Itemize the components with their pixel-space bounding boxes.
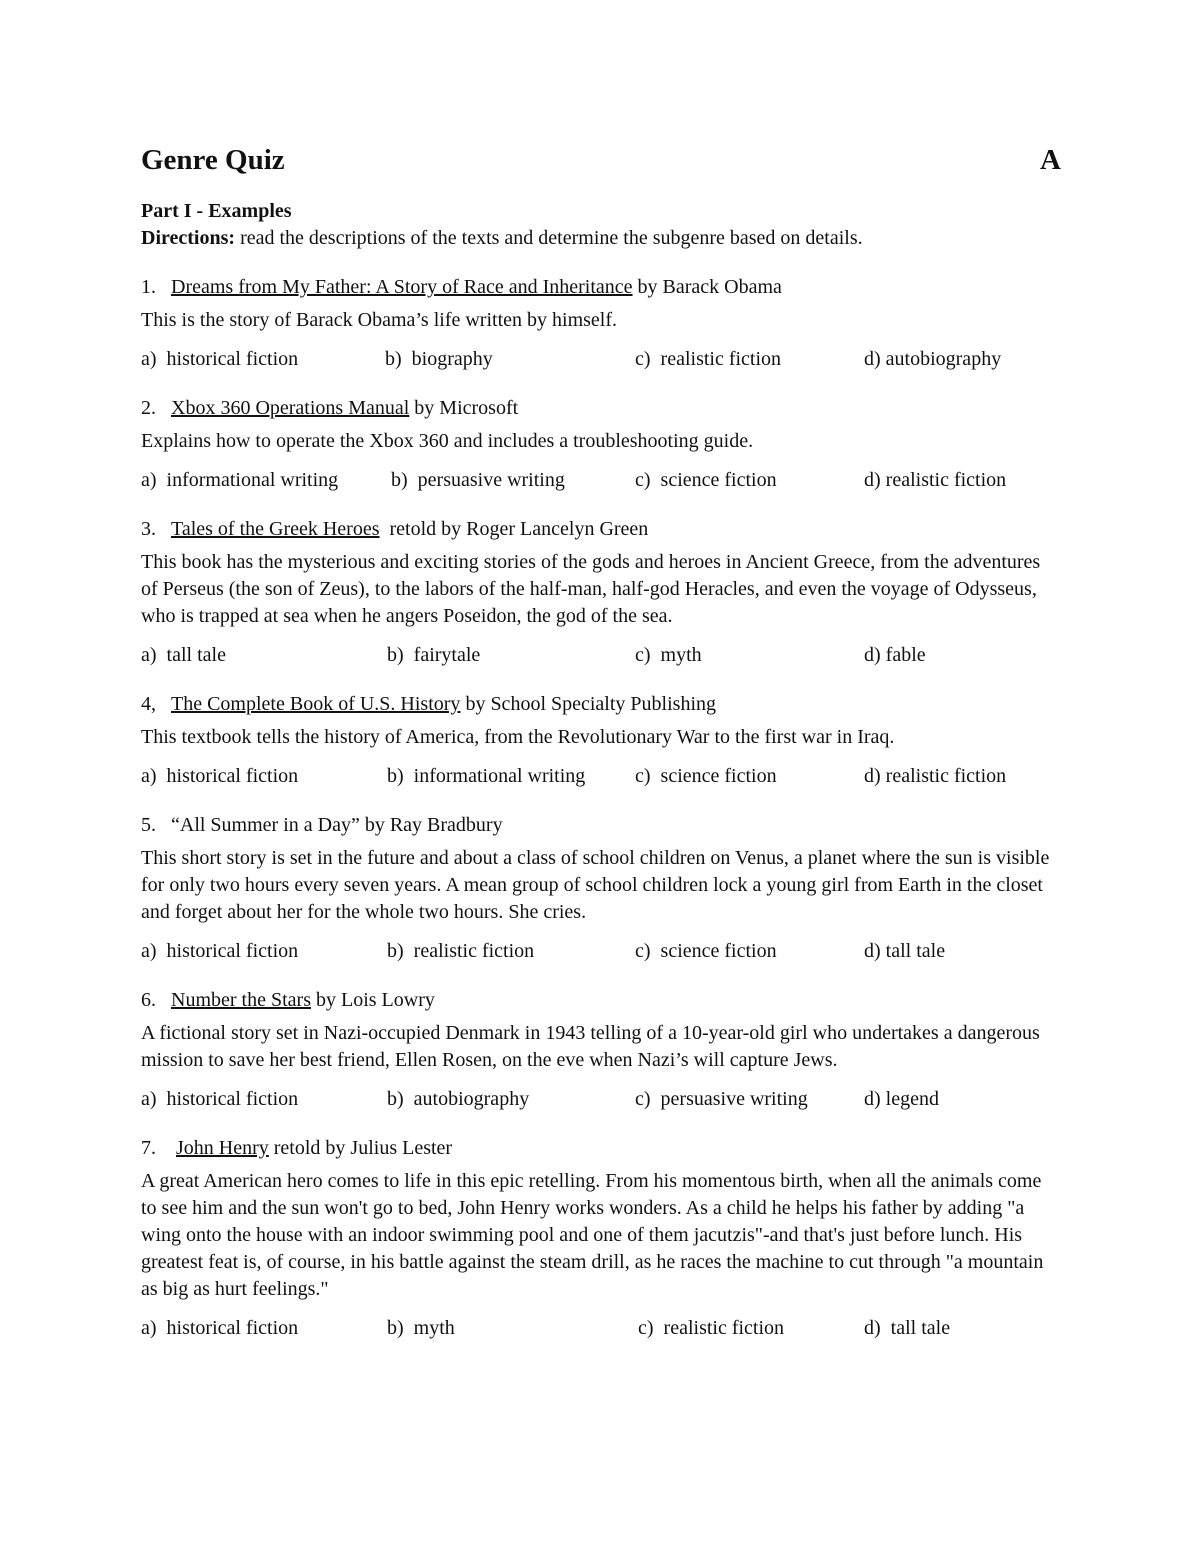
choice-b[interactable]: b) myth <box>387 1317 455 1339</box>
question-heading <box>141 691 1061 718</box>
choice-d[interactable]: d) legend <box>864 1088 939 1110</box>
question-source-prefix: “All Summer in a Day” by Ray Bradbury <box>171 814 503 836</box>
choice-d[interactable]: d) fable <box>864 644 926 666</box>
choice-a[interactable]: a) historical fiction <box>141 940 299 962</box>
choice-a[interactable]: a) historical fiction <box>141 1088 299 1110</box>
question-heading <box>141 812 1061 839</box>
question-work-title: Dreams from My Father: A Story of Race and Inheritance <box>171 276 633 298</box>
choice-c[interactable]: c) science fiction <box>635 469 777 491</box>
directions <box>141 225 1061 252</box>
part-title: Part I - Examples <box>141 200 292 222</box>
question-number: 6. <box>141 989 156 1011</box>
question-number: 4, <box>141 693 156 715</box>
choice-b[interactable]: b) realistic fiction <box>387 940 535 962</box>
question-number: 5. <box>141 814 156 836</box>
choice-b[interactable]: b) fairytale <box>387 644 481 666</box>
answer-choices <box>141 346 1061 373</box>
question-source: by Lois Lowry <box>310 989 435 1011</box>
question-7 <box>141 1135 1061 1342</box>
question-source: retold by Roger Lancelyn Green <box>379 518 649 540</box>
choice-c[interactable]: c) myth <box>635 644 702 666</box>
directions-label: Directions: <box>141 227 236 249</box>
answer-choices <box>141 1086 1061 1113</box>
question-6 <box>141 987 1061 1113</box>
question-number: 7. <box>141 1137 156 1159</box>
question-source: by School Specialty Publishing <box>460 693 716 715</box>
question-heading <box>141 274 1061 301</box>
question-number: 1. <box>141 276 156 298</box>
question-4 <box>141 691 1061 790</box>
question-number: 2. <box>141 397 156 419</box>
question-source: by Microsoft <box>409 397 519 419</box>
question-work-title: The Complete Book of U.S. History <box>171 693 461 715</box>
answer-choices <box>141 938 1061 965</box>
question-number: 3. <box>141 518 156 540</box>
question-description: This is the story of Barack Obama’s life written by himself. <box>141 309 618 331</box>
answer-choices <box>141 1315 1061 1342</box>
choice-c[interactable]: c) persuasive writing <box>635 1088 808 1110</box>
question-1 <box>141 274 1061 373</box>
choice-a[interactable]: a) informational writing <box>141 469 339 491</box>
quiz-page <box>141 140 1061 1342</box>
choice-c[interactable]: c) realistic fiction <box>635 348 782 370</box>
choice-d[interactable]: d) realistic fiction <box>864 765 1007 787</box>
question-source: retold by Julius Lester <box>268 1137 453 1159</box>
page-title: Genre Quiz <box>141 144 285 176</box>
choice-b[interactable]: b) autobiography <box>387 1088 530 1110</box>
answer-choices <box>141 763 1061 790</box>
choice-a[interactable]: a) tall tale <box>141 644 226 666</box>
title-row <box>141 140 1061 180</box>
choice-c[interactable]: c) realistic fiction <box>638 1317 785 1339</box>
question-source: by Barack Obama <box>632 276 782 298</box>
choice-a[interactable]: a) historical fiction <box>141 765 299 787</box>
choice-c[interactable]: c) science fiction <box>635 765 777 787</box>
question-work-title: Number the Stars <box>171 989 311 1011</box>
question-description: A fictional story set in Nazi-occupied Denmark in 1943 telling of a 10-year-old girl who undertakes a dangerous mission to save her best friend, Ellen Rosen, on the eve when Nazi’s will capture Jews. <box>141 1022 1040 1071</box>
choice-a[interactable]: a) historical fiction <box>141 348 299 370</box>
directions-text: read the descriptions of the texts and determine the subgenre based on details. <box>235 227 863 249</box>
question-heading <box>141 1135 1061 1162</box>
answer-choices <box>141 642 1061 669</box>
question-work-title: Tales of the Greek Heroes <box>171 518 380 540</box>
question-heading <box>141 987 1061 1014</box>
choice-d[interactable]: d) tall tale <box>864 1317 951 1339</box>
answer-choices <box>141 467 1061 494</box>
question-description: Explains how to operate the Xbox 360 and includes a troubleshooting guide. <box>141 430 754 452</box>
question-5 <box>141 812 1061 965</box>
choice-c[interactable]: c) science fiction <box>635 940 777 962</box>
question-heading <box>141 516 1061 543</box>
choice-a[interactable]: a) historical fiction <box>141 1317 299 1339</box>
question-work-title: John Henry <box>176 1137 269 1159</box>
question-work-title: Xbox 360 Operations Manual <box>171 397 410 419</box>
question-description: This short story is set in the future and about a class of school children on Venus, a planet where the sun is visible for only two hours every seven years. A mean group of school children lock a young girl from Earth in the closet and forget about her for the whole two hours. She cries. <box>141 847 1050 923</box>
choice-b[interactable]: b) biography <box>385 348 493 370</box>
choice-d[interactable]: d) autobiography <box>864 348 1002 370</box>
question-description: A great American hero comes to life in this epic retelling. From his momentous birth, when all the animals come to see him and the sun won't go to bed, John Henry works wonders. As a child he helps his father by adding "a wing onto the house with an indoor swimming pool and one of them jacutzis"-and that's just before lunch. His greatest feat is, of course, in his battle against the steam drill, as he races the machine to cut through "a mountain as big as hurt feelings." <box>141 1170 1044 1300</box>
question-3 <box>141 516 1061 669</box>
question-description: This textbook tells the history of America, from the Revolutionary War to the first war in Iraq. <box>141 726 895 748</box>
question-description: This book has the mysterious and exciting stories of the gods and heroes in Ancient Greece, from the adventures of Perseus (the son of Zeus), to the labors of the half-man, half-god Heracles, and even the voyage of Odysseus, who is trapped at sea when he angers Poseidon, the god of the sea. <box>141 551 1041 627</box>
question-heading <box>141 395 1061 422</box>
choice-b[interactable]: b) informational writing <box>387 765 586 787</box>
choice-d[interactable]: d) tall tale <box>864 940 946 962</box>
quiz-version: A <box>1040 144 1061 176</box>
question-2 <box>141 395 1061 494</box>
choice-b[interactable]: b) persuasive writing <box>391 469 565 491</box>
choice-d[interactable]: d) realistic fiction <box>864 469 1007 491</box>
